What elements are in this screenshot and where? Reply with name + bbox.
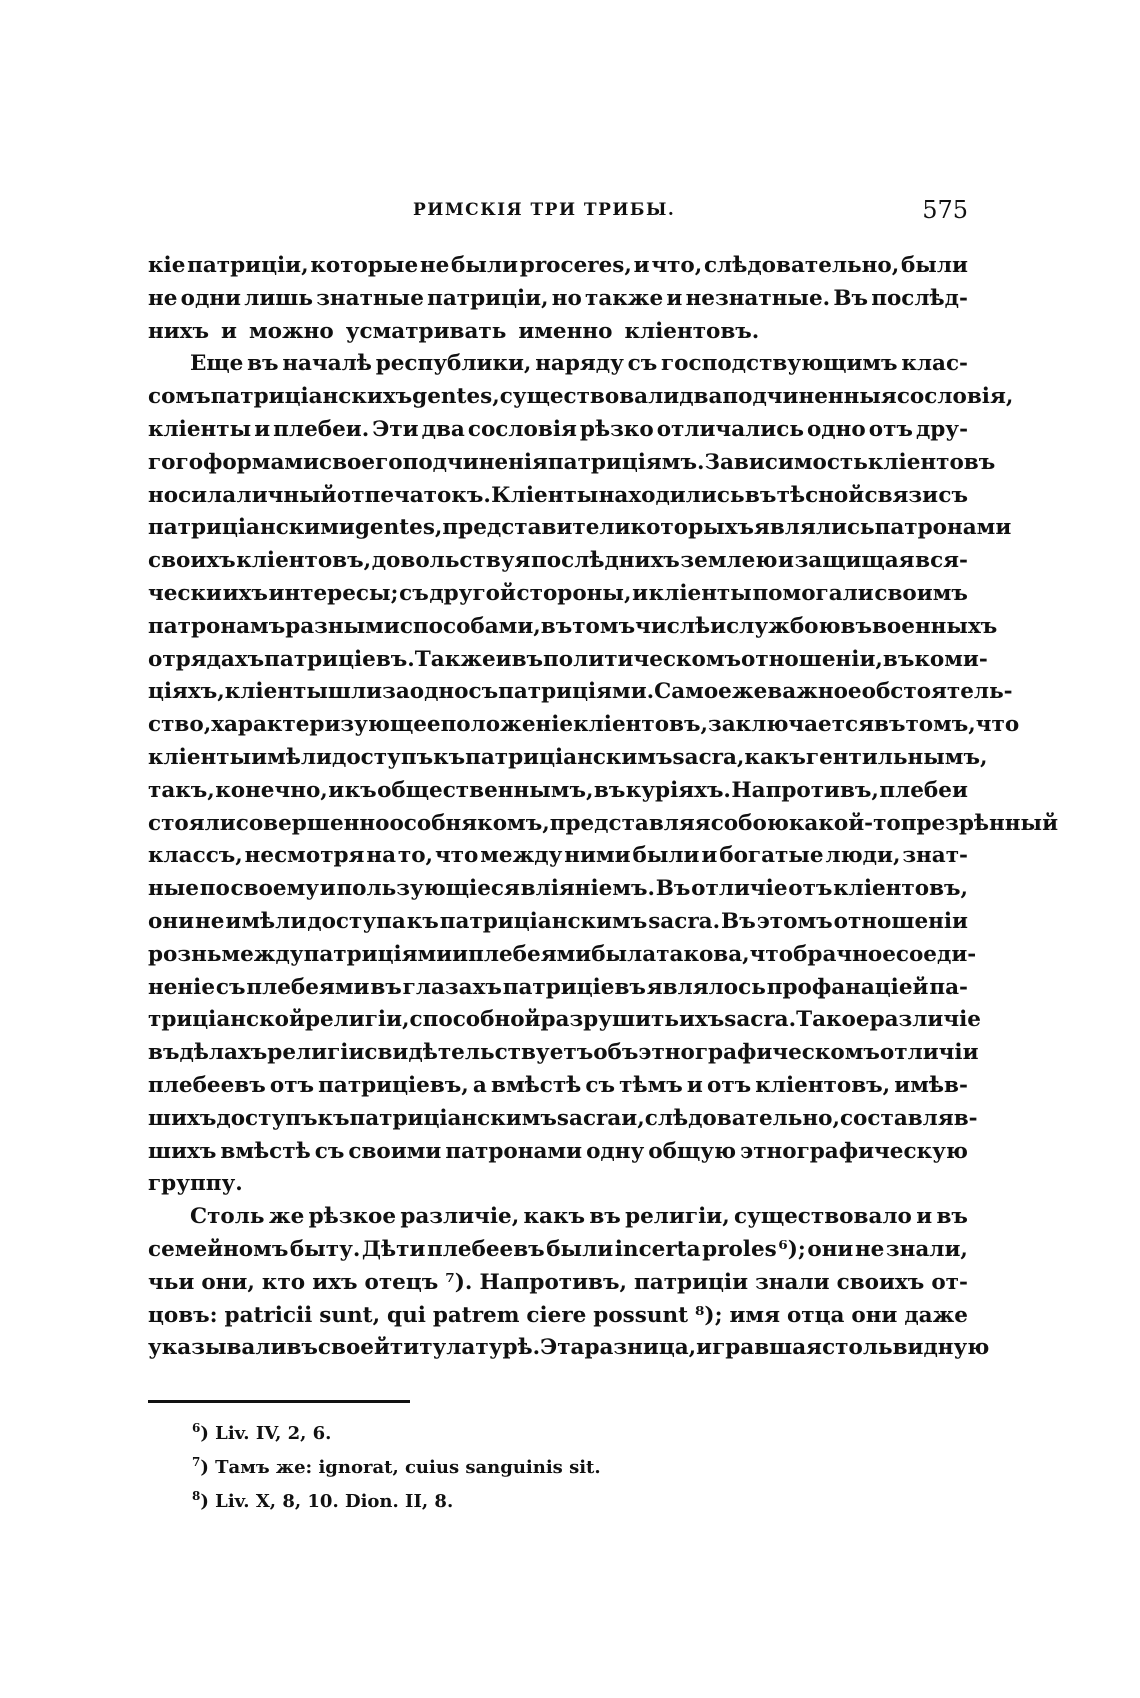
footnote-text: Liv. IV, 2, 6. bbox=[215, 1423, 332, 1444]
body-text bbox=[148, 250, 1059, 1365]
footnote-mark: 7 bbox=[192, 1455, 201, 1469]
text-line: чески ихъ интересы; съ другой стороны, и кліенты помогали своимъ bbox=[148, 580, 968, 606]
text-line: Столь же рѣзкое различіе, какъ въ религіи, существовало и въ bbox=[190, 1204, 968, 1230]
running-title: РИМСКІЯ ТРИ ТРИБЫ. bbox=[413, 200, 676, 220]
text-line: триціанской религіи, способной разрушить ихъ sacra. Такое различіе bbox=[148, 1007, 981, 1033]
footnote-divider bbox=[148, 1400, 410, 1403]
text-line: указывали въ своей титулатурѣ. Эта разница, игравшая столь видную bbox=[148, 1335, 990, 1361]
text-line: своихъ кліентовъ, довольствуя послѣднихъ землею и защищая вся- bbox=[148, 548, 968, 574]
text-line: стояли совершенно особнякомъ, представляя собою какой-то презрѣнный bbox=[148, 810, 1059, 836]
text-line: шихъ доступъ къ патриціанскимъ sacra и, слѣдовательно, составляв- bbox=[148, 1105, 978, 1131]
footnotes bbox=[192, 1414, 892, 1516]
footnote: $^6$) Liv. IV, 2, 6. bbox=[192, 1421, 332, 1444]
text-line: рознь между патриціями и плебеями была такова, что брачное соеди- bbox=[148, 941, 977, 967]
footnote-text: Тамъ же: ignorat, cuius sanguinis sit. bbox=[215, 1457, 601, 1478]
text-line: цовъ: patricii sunt, qui patrem ciere possunt ⁸); имя отца они даже bbox=[148, 1302, 968, 1328]
text-line: патриціанскими gentes, представители которыхъ являлись патронами bbox=[148, 515, 1012, 541]
text-line: патронамъ разными способами, въ томъ числѣ и службою въ военныхъ bbox=[148, 613, 998, 639]
text-line: классъ, несмотря на то, что между ними были и богатые люди, знат- bbox=[148, 843, 968, 869]
text-line: плебеевъ отъ патриціевъ, а вмѣстѣ съ тѣмъ и отъ кліентовъ, имѣв- bbox=[148, 1072, 968, 1098]
text-line: ство, характеризующее положеніе кліентовъ, заключается въ томъ, что bbox=[148, 712, 1020, 738]
text-line: ные по своему и пользующіеся вліяніемъ. Въ отличіе отъ кліентовъ, bbox=[148, 876, 968, 902]
page-header bbox=[148, 198, 968, 228]
text-line: группу. bbox=[148, 1171, 243, 1197]
text-line: чьи они, кто ихъ отецъ ⁷). Напротивъ, патриціи знали своихъ от- bbox=[148, 1269, 968, 1295]
text-line: гого формами своего подчиненія патриціямъ. Зависимость кліентовъ bbox=[148, 449, 996, 475]
text-line: въ дѣлахъ религіи свидѣтельствуетъ объ этнографическомъ отличіи bbox=[148, 1040, 979, 1066]
text-line: они не имѣли доступа къ патриціанскимъ sacra. Въ этомъ отношеніи bbox=[148, 908, 968, 934]
text-line: такъ, конечно, и къ общественнымъ, въ куріяхъ. Напротивъ, плебеи bbox=[148, 777, 968, 803]
text-line: неніе съ плебеями въ глазахъ патриціевъ являлось профанаціей па- bbox=[148, 974, 968, 1000]
text-line: шихъ вмѣстѣ съ своими патронами одну общую этнографическую bbox=[148, 1138, 968, 1164]
text-line: нихъ и можно усматривать именно кліентовъ. bbox=[148, 318, 760, 344]
footnote-mark: 6 bbox=[192, 1421, 201, 1435]
text-line: кіе патриціи, которые не были proceres, и что, слѣдовательно, были bbox=[148, 253, 968, 278]
text-line: носила личный отпечатокъ. Кліенты находились въ тѣсной связи съ bbox=[148, 482, 968, 508]
text-line: кліенты и плебеи. Эти два сословія рѣзко отличались одно отъ дру- bbox=[148, 416, 968, 442]
text-line: Еще въ началѣ республики, наряду съ господствующимъ клас- bbox=[190, 351, 968, 377]
text-line: кліенты имѣли доступъ къ патриціанскимъ sacra, какъ гентильнымъ, bbox=[148, 744, 988, 770]
text-line: ціяхъ, кліенты шли заодно съ патриціями. Самое же важное обстоятель- bbox=[148, 679, 1013, 705]
text-line: семейномъ быту. Дѣти плебеевъ были incerta proles ⁶); они не знали, bbox=[148, 1236, 968, 1262]
text-line: не одни лишь знатные патриціи, но также и незнатные. Въ послѣд- bbox=[148, 285, 968, 311]
page-number: 575 bbox=[922, 196, 968, 224]
footnote-text: Liv. X, 8, 10. Dion. II, 8. bbox=[215, 1491, 454, 1512]
text-line: отрядахъ патриціевъ. Также и въ политическомъ отношеніи, въ коми- bbox=[148, 646, 988, 672]
footnote: $^8$) Liv. X, 8, 10. Dion. II, 8. bbox=[192, 1489, 454, 1512]
footnote: $^7$) Тамъ же: ignorat, cuius sanguinis sit. bbox=[192, 1455, 601, 1478]
text-line: сомъ патриціанскихъ gentes, существовали два подчиненныя сословія, bbox=[148, 384, 1014, 410]
footnote-mark: 8 bbox=[192, 1489, 201, 1503]
